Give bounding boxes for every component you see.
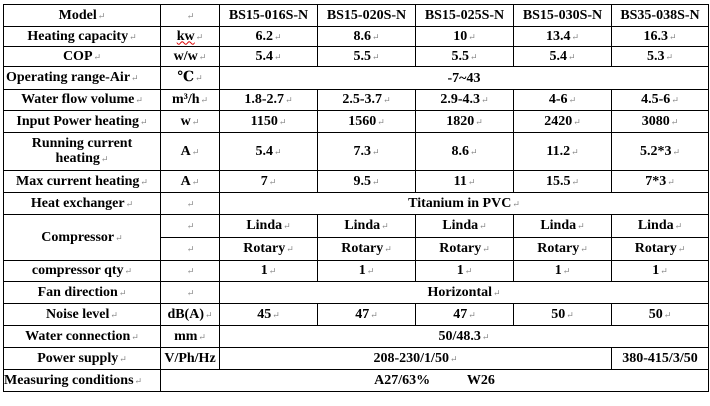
unit xyxy=(161,215,220,238)
value: 1820 ↵ xyxy=(416,111,514,133)
value: 5.2*3 ↵ xyxy=(612,133,709,171)
value: 1 ↵ xyxy=(220,261,318,282)
unit: ℃ ↵ xyxy=(161,67,220,90)
row-max-current xyxy=(4,171,709,193)
label: Water flow volume ↵ xyxy=(4,90,161,111)
label: Operating range-Air ↵ xyxy=(4,67,161,90)
value: 1 ↵ xyxy=(612,261,709,282)
value: 13.4 ↵ xyxy=(514,27,612,47)
value-single-phase: 208-230/1/50 ↵ xyxy=(220,348,612,370)
unit: V/Ph/Hz xyxy=(161,348,220,370)
value: 5.4 ↵ xyxy=(220,47,318,67)
unit xyxy=(161,5,220,27)
value: 3080 ↵ xyxy=(612,111,709,133)
value xyxy=(161,370,709,392)
row-cop xyxy=(4,47,709,67)
value: 5.4 ↵ xyxy=(514,47,612,67)
value: 1.8-2.7 ↵ xyxy=(220,90,318,111)
unit: A ↵ xyxy=(161,133,220,171)
model: BS35-038S-N xyxy=(612,5,709,27)
label: compressor qty ↵ xyxy=(4,261,161,282)
value: Rotary ↵ xyxy=(514,238,612,261)
air-condition: A27/63% xyxy=(374,373,431,388)
unit: kw ↵ xyxy=(161,27,220,47)
row-model xyxy=(4,5,709,27)
row-compressor-brand xyxy=(4,215,709,238)
model: BS15-016S-N xyxy=(220,5,318,27)
row-measuring xyxy=(4,370,709,392)
value: Linda ↵ xyxy=(514,215,612,238)
value: 7.3 ↵ xyxy=(318,133,416,171)
spec-table xyxy=(3,4,709,392)
value: 7*3 ↵ xyxy=(612,171,709,193)
value: 10 ↵ xyxy=(416,27,514,47)
row-input-power xyxy=(4,111,709,133)
value: 50 ↵ xyxy=(612,304,709,326)
row-water-connection xyxy=(4,326,709,348)
value: Linda ↵ xyxy=(612,215,709,238)
value: 1 ↵ xyxy=(416,261,514,282)
row-power-supply xyxy=(4,348,709,370)
value: 5.4 ↵ xyxy=(220,133,318,171)
value: 50 ↵ xyxy=(514,304,612,326)
value: Linda ↵ xyxy=(220,215,318,238)
row-noise xyxy=(4,304,709,326)
row-water-flow xyxy=(4,90,709,111)
value: 1 ↵ xyxy=(514,261,612,282)
model: BS15-025S-N xyxy=(416,5,514,27)
label: Heat exchanger ↵ xyxy=(4,193,161,215)
row-heating-capacity xyxy=(4,27,709,47)
unit: mm ↵ xyxy=(161,326,220,348)
label: Input Power heating ↵ xyxy=(4,111,161,133)
value: 16.3 ↵ xyxy=(612,27,709,47)
unit xyxy=(161,261,220,282)
unit: A ↵ xyxy=(161,171,220,193)
value: 11 ↵ xyxy=(416,171,514,193)
value: 7 ↵ xyxy=(220,171,318,193)
value: 5.3 ↵ xyxy=(612,47,709,67)
label: Max current heating ↵ xyxy=(4,171,161,193)
label: Model ↵ xyxy=(4,5,161,27)
value: 4-6 ↵ xyxy=(514,90,612,111)
row-running-current xyxy=(4,133,709,171)
row-compressor-qty xyxy=(4,261,709,282)
value: 1 ↵ xyxy=(318,261,416,282)
value: Rotary ↵ xyxy=(318,238,416,261)
value: 5.5 ↵ xyxy=(318,47,416,67)
value: Titanium in PVC ↵ xyxy=(220,193,709,215)
label: Power supply ↵ xyxy=(4,348,161,370)
row-heat-exchanger xyxy=(4,193,709,215)
label: Heating capacity ↵ xyxy=(4,27,161,47)
value: 2.5-3.7 ↵ xyxy=(318,90,416,111)
value: 45 ↵ xyxy=(220,304,318,326)
label: Compressor ↵ xyxy=(4,215,161,261)
label: Noise level ↵ xyxy=(4,304,161,326)
row-fan-direction xyxy=(4,282,709,304)
unit xyxy=(161,238,220,261)
value: 1150 ↵ xyxy=(220,111,318,133)
water-condition: W26 xyxy=(466,373,495,388)
value: 15.5 ↵ xyxy=(514,171,612,193)
value: Rotary ↵ xyxy=(612,238,709,261)
label: Water connection ↵ xyxy=(4,326,161,348)
value: 50/48.3 ↵ xyxy=(220,326,709,348)
value: 11.2 ↵ xyxy=(514,133,612,171)
value: 8.6 ↵ xyxy=(416,133,514,171)
value: -7~43 xyxy=(220,67,709,90)
unit xyxy=(161,282,220,304)
value: 2.9-4.3 ↵ xyxy=(416,90,514,111)
label: Measuring conditions ↵ xyxy=(4,370,161,392)
unit xyxy=(161,193,220,215)
model: BS15-030S-N xyxy=(514,5,612,27)
label: Running current heating ↵ xyxy=(4,133,161,171)
value: 2420 ↵ xyxy=(514,111,612,133)
value: 4.5-6 ↵ xyxy=(612,90,709,111)
value: 47 ↵ xyxy=(318,304,416,326)
label: Fan direction ↵ xyxy=(4,282,161,304)
value: Horizontal ↵ xyxy=(220,282,709,304)
value: 8.6 ↵ xyxy=(318,27,416,47)
value: Rotary ↵ xyxy=(416,238,514,261)
value: 5.5 ↵ xyxy=(416,47,514,67)
value: Linda ↵ xyxy=(416,215,514,238)
unit: w/w ↵ xyxy=(161,47,220,67)
value: Rotary ↵ xyxy=(220,238,318,261)
value: Linda ↵ xyxy=(318,215,416,238)
value: 47 ↵ xyxy=(416,304,514,326)
unit: m³/h ↵ xyxy=(161,90,220,111)
value: 1560 ↵ xyxy=(318,111,416,133)
unit: w ↵ xyxy=(161,111,220,133)
value-three-phase: 380-415/3/50 xyxy=(612,348,709,370)
row-operating-range xyxy=(4,67,709,90)
label: COP ↵ xyxy=(4,47,161,67)
value: 6.2 ↵ xyxy=(220,27,318,47)
model: BS15-020S-N xyxy=(318,5,416,27)
value: 9.5 ↵ xyxy=(318,171,416,193)
unit: dB(A) ↵ xyxy=(161,304,220,326)
